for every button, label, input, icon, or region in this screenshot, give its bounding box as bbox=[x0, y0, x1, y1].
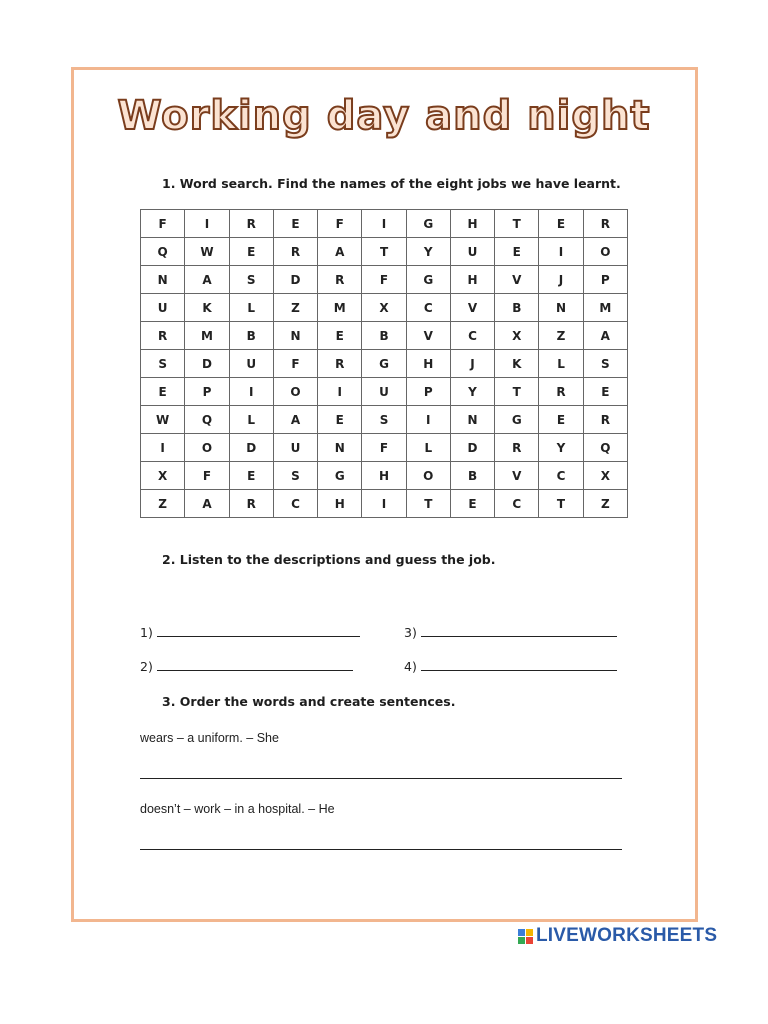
grid-cell[interactable]: P bbox=[583, 266, 627, 294]
sentence-answer-line-2[interactable] bbox=[140, 849, 622, 850]
grid-cell[interactable]: K bbox=[185, 294, 229, 322]
grid-cell[interactable]: S bbox=[583, 350, 627, 378]
grid-cell[interactable]: N bbox=[318, 434, 362, 462]
grid-cell[interactable]: E bbox=[495, 238, 539, 266]
answer-1-line[interactable] bbox=[157, 624, 360, 637]
grid-cell[interactable]: C bbox=[273, 490, 317, 518]
word-search-grid bbox=[140, 209, 628, 518]
grid-cell[interactable]: P bbox=[185, 378, 229, 406]
grid-cell[interactable]: I bbox=[141, 434, 185, 462]
grid-cell[interactable]: C bbox=[539, 462, 583, 490]
grid-cell[interactable]: E bbox=[318, 406, 362, 434]
answer-1[interactable] bbox=[140, 624, 360, 640]
grid-cell[interactable]: Y bbox=[539, 434, 583, 462]
grid-cell[interactable]: E bbox=[141, 378, 185, 406]
grid-cell[interactable]: U bbox=[362, 378, 406, 406]
grid-cell[interactable]: A bbox=[273, 406, 317, 434]
grid-cell[interactable]: A bbox=[318, 238, 362, 266]
grid-cell[interactable]: T bbox=[539, 490, 583, 518]
answer-3[interactable] bbox=[404, 624, 617, 640]
grid-cell[interactable]: C bbox=[406, 294, 450, 322]
grid-cell[interactable]: R bbox=[229, 210, 273, 238]
grid-cell[interactable]: B bbox=[362, 322, 406, 350]
grid-cell[interactable]: O bbox=[583, 238, 627, 266]
grid-cell[interactable]: X bbox=[583, 462, 627, 490]
grid-cell[interactable]: N bbox=[450, 406, 494, 434]
grid-cell[interactable]: Z bbox=[583, 490, 627, 518]
grid-cell[interactable]: R bbox=[583, 406, 627, 434]
sentence-answer-line-1[interactable] bbox=[140, 778, 622, 779]
grid-cell[interactable]: Z bbox=[141, 490, 185, 518]
answer-4-label: 4) bbox=[404, 659, 417, 674]
answer-4-line[interactable] bbox=[421, 658, 617, 671]
grid-cell[interactable]: O bbox=[185, 434, 229, 462]
grid-cell[interactable]: F bbox=[362, 434, 406, 462]
grid-cell[interactable]: F bbox=[141, 210, 185, 238]
section2-heading: 2. Listen to the descriptions and guess the job. bbox=[162, 552, 496, 567]
grid-cell[interactable]: W bbox=[185, 238, 229, 266]
answer-3-line[interactable] bbox=[421, 624, 617, 637]
grid-cell[interactable]: D bbox=[229, 434, 273, 462]
grid-cell[interactable]: G bbox=[406, 210, 450, 238]
grid-cell[interactable]: U bbox=[450, 238, 494, 266]
grid-cell[interactable]: Y bbox=[406, 238, 450, 266]
grid-cell[interactable]: J bbox=[539, 266, 583, 294]
grid-cell[interactable]: H bbox=[362, 462, 406, 490]
grid-row bbox=[141, 406, 628, 434]
brand-name: LIVEWORKSHEETS bbox=[536, 925, 718, 946]
grid-cell[interactable]: I bbox=[362, 490, 406, 518]
grid-cell[interactable]: T bbox=[362, 238, 406, 266]
grid-cell[interactable]: L bbox=[229, 406, 273, 434]
grid-cell[interactable]: U bbox=[141, 294, 185, 322]
grid-cell[interactable]: T bbox=[495, 378, 539, 406]
grid-cell[interactable]: K bbox=[495, 350, 539, 378]
grid-cell[interactable]: G bbox=[318, 462, 362, 490]
grid-cell[interactable]: Y bbox=[450, 378, 494, 406]
grid-cell[interactable]: E bbox=[583, 378, 627, 406]
liveworksheets-logo-icon bbox=[518, 929, 533, 944]
grid-cell[interactable]: W bbox=[141, 406, 185, 434]
grid-cell[interactable]: I bbox=[318, 378, 362, 406]
grid-cell[interactable]: V bbox=[495, 266, 539, 294]
grid-cell[interactable]: Z bbox=[273, 294, 317, 322]
grid-cell[interactable]: V bbox=[450, 294, 494, 322]
grid-cell[interactable]: E bbox=[229, 462, 273, 490]
answer-2-label: 2) bbox=[140, 659, 153, 674]
grid-cell[interactable]: A bbox=[185, 266, 229, 294]
grid-cell[interactable]: R bbox=[539, 378, 583, 406]
grid-cell[interactable]: D bbox=[185, 350, 229, 378]
grid-cell[interactable]: A bbox=[185, 490, 229, 518]
grid-cell[interactable]: N bbox=[273, 322, 317, 350]
grid-cell[interactable]: A bbox=[583, 322, 627, 350]
answer-4[interactable] bbox=[404, 658, 617, 674]
grid-cell[interactable]: X bbox=[495, 322, 539, 350]
liveworksheets-brand[interactable] bbox=[518, 925, 717, 947]
grid-cell[interactable]: H bbox=[406, 350, 450, 378]
grid-cell[interactable]: X bbox=[362, 294, 406, 322]
grid-cell[interactable]: G bbox=[495, 406, 539, 434]
grid-cell[interactable]: L bbox=[539, 350, 583, 378]
grid-cell[interactable]: G bbox=[406, 266, 450, 294]
grid-row bbox=[141, 378, 628, 406]
grid-cell[interactable]: Z bbox=[539, 322, 583, 350]
grid-row bbox=[141, 490, 628, 518]
grid-cell[interactable]: F bbox=[362, 266, 406, 294]
grid-cell[interactable]: M bbox=[318, 294, 362, 322]
grid-row bbox=[141, 350, 628, 378]
grid-cell[interactable]: M bbox=[583, 294, 627, 322]
grid-row bbox=[141, 238, 628, 266]
grid-row bbox=[141, 294, 628, 322]
grid-cell[interactable]: C bbox=[495, 490, 539, 518]
grid-cell[interactable]: E bbox=[539, 210, 583, 238]
section3-heading: 3. Order the words and create sentences. bbox=[162, 694, 456, 709]
worksheet-title: Working day and night bbox=[117, 93, 651, 139]
grid-cell[interactable]: D bbox=[273, 266, 317, 294]
grid-row bbox=[141, 462, 628, 490]
section1-heading: 1. Word search. Find the names of the eight jobs we have learnt. bbox=[162, 176, 621, 191]
grid-cell[interactable]: S bbox=[141, 350, 185, 378]
grid-cell[interactable]: L bbox=[229, 294, 273, 322]
grid-cell[interactable]: H bbox=[318, 490, 362, 518]
grid-cell[interactable]: G bbox=[362, 350, 406, 378]
grid-cell[interactable]: E bbox=[450, 490, 494, 518]
grid-cell[interactable]: F bbox=[273, 350, 317, 378]
grid-cell[interactable]: I bbox=[406, 406, 450, 434]
grid-cell[interactable]: E bbox=[318, 322, 362, 350]
grid-cell[interactable]: I bbox=[539, 238, 583, 266]
grid-cell[interactable]: M bbox=[185, 322, 229, 350]
answer-2[interactable] bbox=[140, 658, 353, 674]
grid-cell[interactable]: U bbox=[273, 434, 317, 462]
grid-cell[interactable]: C bbox=[450, 322, 494, 350]
grid-cell[interactable]: F bbox=[185, 462, 229, 490]
grid-cell[interactable]: Q bbox=[583, 434, 627, 462]
grid-cell[interactable]: I bbox=[185, 210, 229, 238]
grid-cell[interactable]: Q bbox=[141, 238, 185, 266]
grid-row bbox=[141, 434, 628, 462]
grid-cell[interactable]: S bbox=[273, 462, 317, 490]
sentence-prompt-2: doesn’t – work – in a hospital. – He bbox=[140, 802, 335, 816]
grid-cell[interactable]: N bbox=[539, 294, 583, 322]
answer-2-line[interactable] bbox=[157, 658, 353, 671]
grid-cell[interactable]: R bbox=[495, 434, 539, 462]
answer-1-label: 1) bbox=[140, 625, 153, 640]
grid-cell[interactable]: R bbox=[229, 490, 273, 518]
grid-cell[interactable]: B bbox=[229, 322, 273, 350]
grid-cell[interactable]: J bbox=[450, 350, 494, 378]
grid-cell[interactable]: I bbox=[362, 210, 406, 238]
sentence-prompt-1: wears – a uniform. – She bbox=[140, 731, 279, 745]
grid-cell[interactable]: X bbox=[141, 462, 185, 490]
grid-row bbox=[141, 210, 628, 238]
grid-cell[interactable]: L bbox=[406, 434, 450, 462]
grid-cell[interactable]: S bbox=[229, 266, 273, 294]
grid-cell[interactable]: B bbox=[450, 462, 494, 490]
grid-cell[interactable]: U bbox=[229, 350, 273, 378]
grid-cell[interactable]: P bbox=[406, 378, 450, 406]
grid-cell[interactable]: E bbox=[539, 406, 583, 434]
grid-cell[interactable]: T bbox=[495, 210, 539, 238]
grid-cell[interactable]: E bbox=[273, 210, 317, 238]
grid-cell[interactable]: H bbox=[450, 266, 494, 294]
grid-cell[interactable]: I bbox=[229, 378, 273, 406]
grid-cell[interactable]: R bbox=[318, 266, 362, 294]
grid-cell[interactable]: V bbox=[406, 322, 450, 350]
grid-cell[interactable]: Q bbox=[185, 406, 229, 434]
grid-row bbox=[141, 322, 628, 350]
grid-cell[interactable]: D bbox=[450, 434, 494, 462]
grid-cell[interactable]: T bbox=[406, 490, 450, 518]
grid-cell[interactable]: F bbox=[318, 210, 362, 238]
grid-cell[interactable]: E bbox=[229, 238, 273, 266]
grid-cell[interactable]: R bbox=[318, 350, 362, 378]
grid-cell[interactable]: O bbox=[406, 462, 450, 490]
grid-cell[interactable]: R bbox=[273, 238, 317, 266]
grid-cell[interactable]: N bbox=[141, 266, 185, 294]
grid-cell[interactable]: B bbox=[495, 294, 539, 322]
grid-cell[interactable]: O bbox=[273, 378, 317, 406]
grid-cell[interactable]: R bbox=[141, 322, 185, 350]
grid-cell[interactable]: V bbox=[495, 462, 539, 490]
answer-3-label: 3) bbox=[404, 625, 417, 640]
grid-cell[interactable]: R bbox=[583, 210, 627, 238]
grid-row bbox=[141, 266, 628, 294]
grid-cell[interactable]: S bbox=[362, 406, 406, 434]
grid-cell[interactable]: H bbox=[450, 210, 494, 238]
